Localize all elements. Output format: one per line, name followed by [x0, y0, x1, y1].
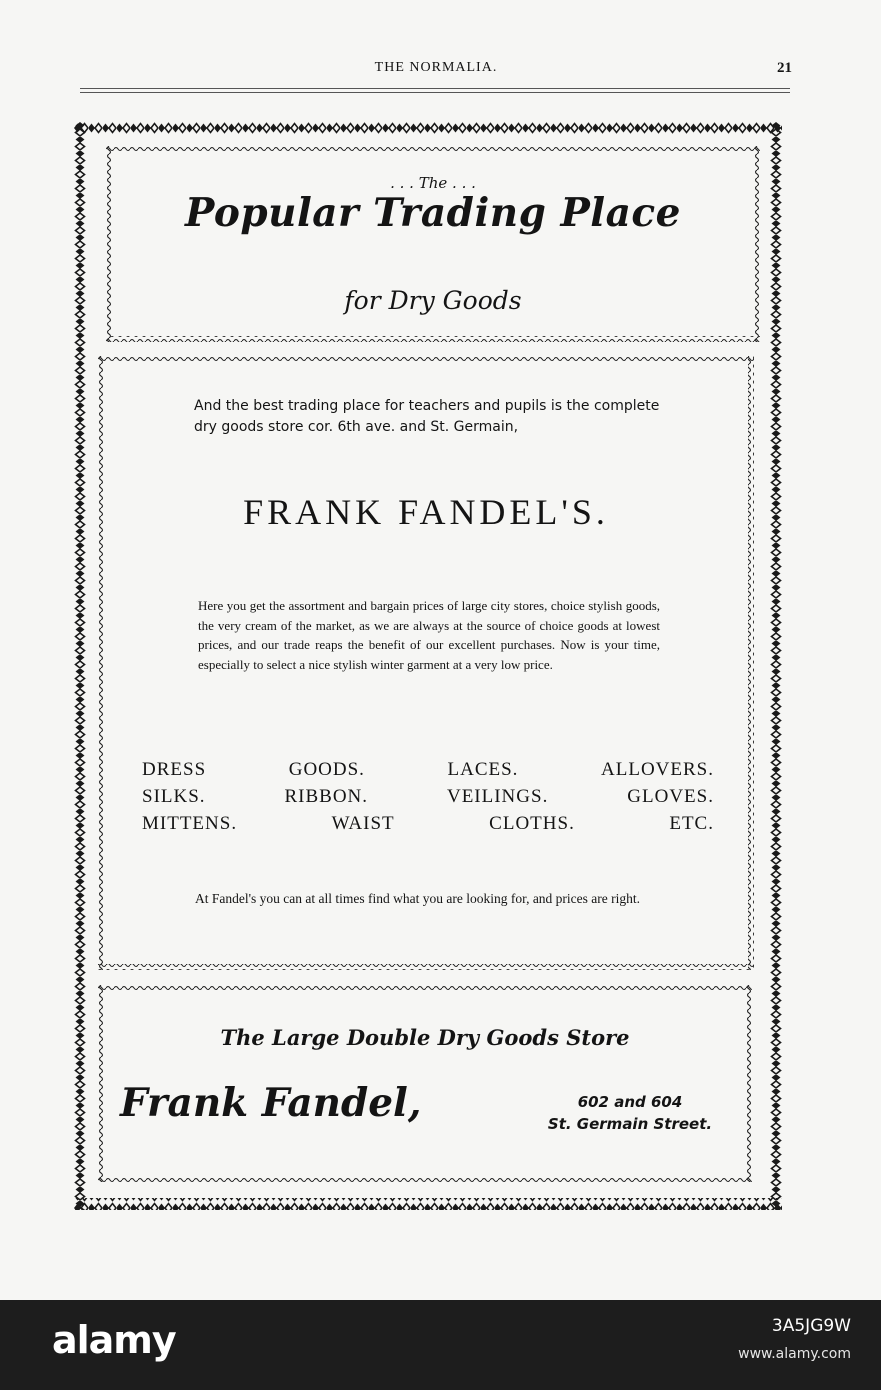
goods-line — [142, 756, 714, 783]
goods-item: VEILINGS. — [446, 786, 549, 807]
goods-item: GOODS. — [288, 759, 365, 780]
subhead: for Dry Goods — [344, 286, 522, 315]
headline-panel — [106, 146, 760, 342]
goods-item: MITTENS. — [142, 813, 238, 834]
alamy-logo: alamy — [52, 1318, 176, 1362]
watermark-bar — [0, 1300, 881, 1390]
goods-item: DRESS — [142, 759, 207, 780]
body-paragraph: Here you get the assortment and bargain prices of large city stores, choice stylish goods, the very cream of the market, as we are always at the source of choice goods at lowest prices, and our trade reaps the benefit of our excellent purchases. Now is your time, especially to select a nice stylish winter garment at a very low price. — [198, 598, 660, 672]
goods-item: LACES. — [447, 759, 519, 780]
store-address — [530, 1091, 730, 1135]
goods-item: GLOVES. — [627, 786, 714, 807]
running-head — [80, 60, 792, 82]
intro-text: And the best trading place for teachers and pupils is the complete dry goods store cor. 6th ave. and St. Germain, — [194, 398, 660, 435]
goods-item: ALLOVERS. — [601, 759, 714, 780]
closing-text: At Fandel's you can at all times find what you are looking for, and prices are right. — [195, 891, 641, 906]
goods-list — [142, 756, 714, 837]
store-tagline: The Large Double Dry Goods Store — [220, 1025, 630, 1050]
signature: Frank Fandel, — [120, 1080, 422, 1126]
page-number: 21 — [777, 60, 792, 76]
image-id: 3A5JG9W — [771, 1316, 851, 1336]
goods-item: SILKS. — [142, 786, 206, 807]
address-line: St. Germain Street. — [547, 1115, 713, 1133]
the-label: . . . The . . . — [390, 174, 476, 192]
site-url: www.alamy.com — [738, 1346, 851, 1362]
header-rule — [80, 88, 790, 89]
goods-item: ETC. — [669, 813, 714, 834]
goods-line — [142, 783, 714, 810]
store-name: FRANK FANDEL'S. — [243, 492, 609, 532]
headline: Popular Trading Place — [185, 190, 681, 236]
goods-item: CLOTHS. — [489, 813, 575, 834]
goods-line — [142, 810, 714, 837]
goods-item: RIBBON. — [284, 786, 369, 807]
body-panel — [98, 356, 754, 970]
running-title: THE NORMALIA. — [374, 60, 498, 75]
header-rule-thin — [80, 92, 790, 93]
goods-item: WAIST — [331, 813, 395, 834]
signature-panel — [98, 985, 752, 1182]
address-line: 602 and 604 — [577, 1093, 683, 1111]
